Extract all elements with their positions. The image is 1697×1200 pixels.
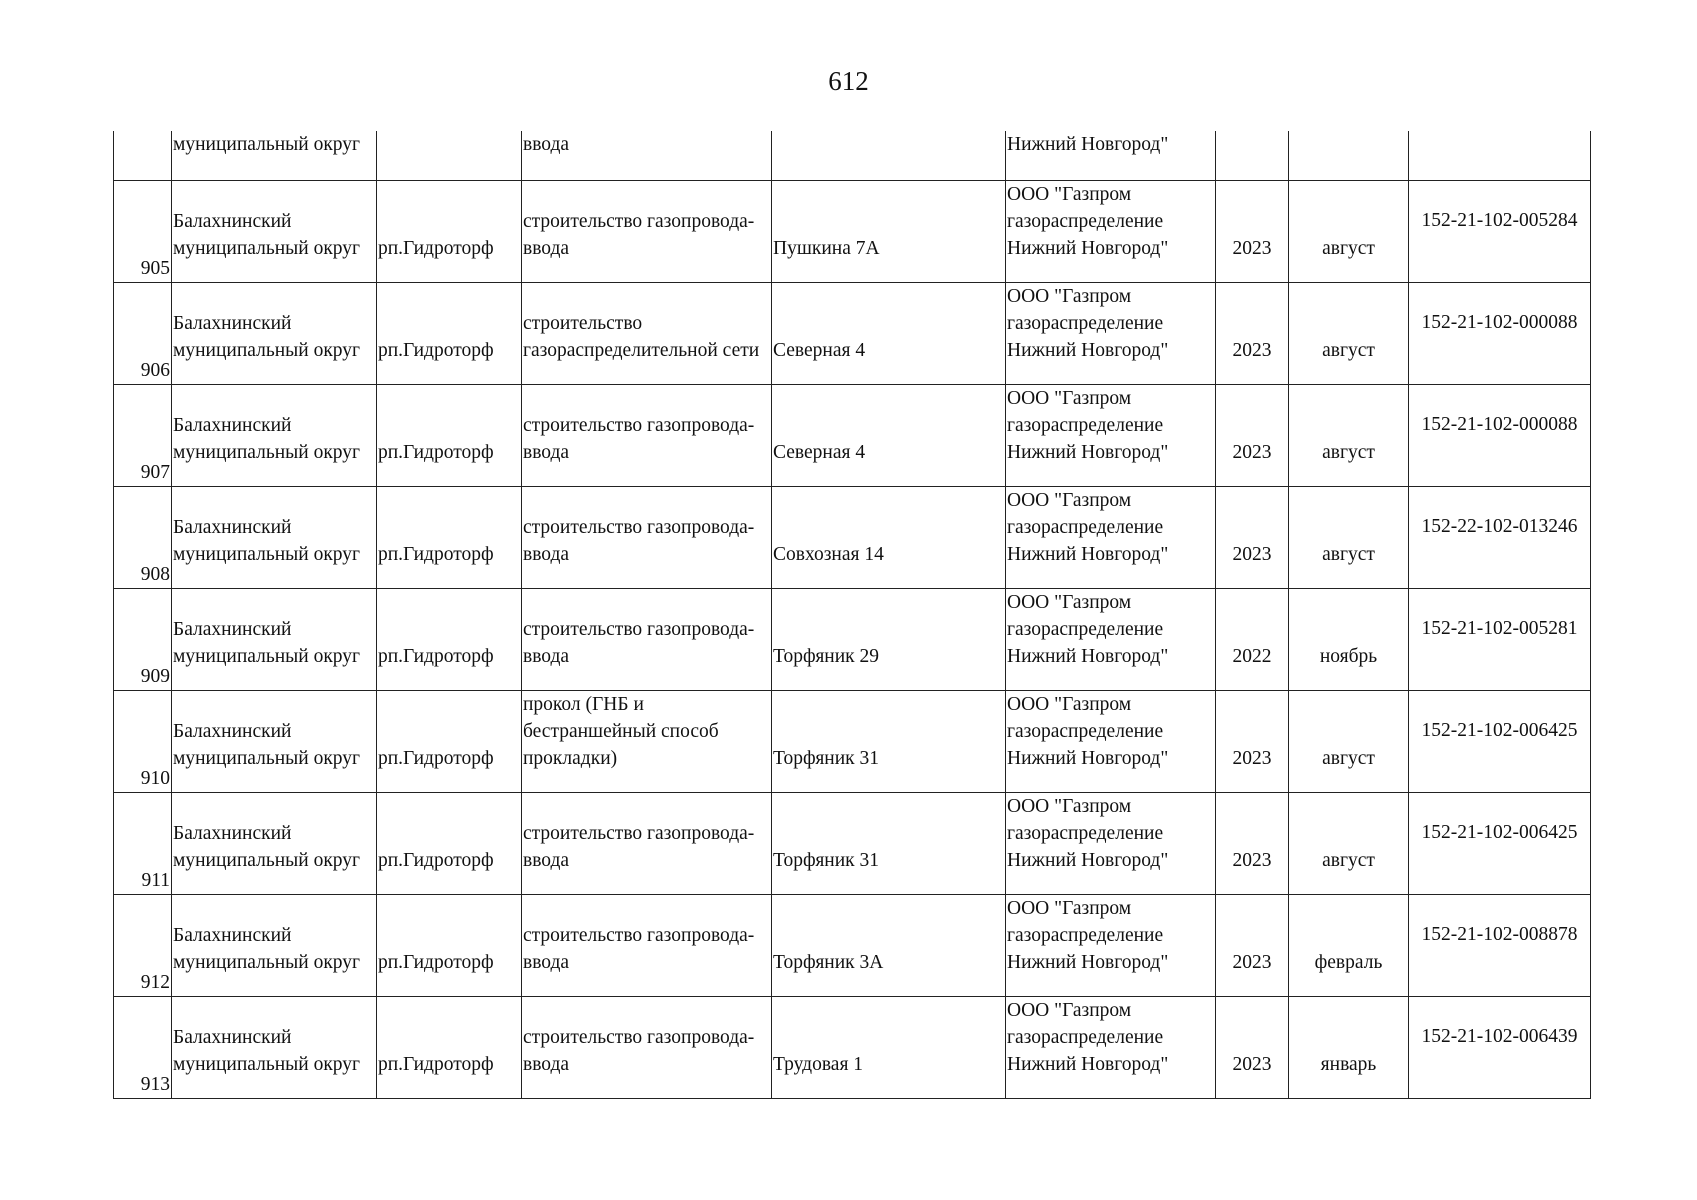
cell-number: [114, 691, 172, 793]
cell-address: [772, 181, 1006, 283]
cell-number: [114, 895, 172, 997]
code-text: 152-21-102-006439: [1421, 1026, 1578, 1047]
org-line-1: ООО "Газпром: [1007, 796, 1132, 817]
cell-work-type: [522, 385, 772, 487]
locality-text: рп.Гидроторф: [378, 646, 494, 667]
cell-work-type: [522, 181, 772, 283]
cell-address: [772, 997, 1006, 1099]
district-line-2: муниципальный округ: [173, 442, 361, 463]
work-line-1: строительство: [523, 313, 643, 334]
row-number: 905: [140, 258, 170, 279]
code-text: 152-21-102-000088: [1421, 414, 1578, 435]
cell-work-type: [522, 589, 772, 691]
cell-address: [772, 589, 1006, 691]
cell-month: [1289, 385, 1409, 487]
cell-month: [1289, 487, 1409, 589]
cell-code: [1409, 589, 1591, 691]
org-line-3: Нижний Новгород": [1007, 646, 1169, 667]
district-line: муниципальный округ: [173, 134, 361, 155]
org-line-2: газораспределение: [1007, 415, 1164, 436]
locality-text: рп.Гидроторф: [378, 340, 494, 361]
district-line-1: Балахнинский: [173, 823, 292, 844]
cell-locality: [377, 691, 522, 793]
work-line-2: ввода: [523, 238, 570, 259]
locality-text: рп.Гидроторф: [378, 850, 494, 871]
month-text: ноябрь: [1319, 646, 1378, 667]
cell-district: [172, 283, 377, 385]
work-line-1: строительство газопровода-: [523, 1027, 755, 1048]
district-line-2: муниципальный округ: [173, 850, 361, 871]
cell-address: [772, 487, 1006, 589]
row-number: 912: [140, 972, 170, 993]
org-line-1: ООО "Газпром: [1007, 1000, 1132, 1021]
address-text: Северная 4: [773, 442, 866, 463]
month-text: август: [1322, 340, 1375, 361]
table-row: [114, 997, 1591, 1099]
cell-organization: [1006, 997, 1216, 1099]
address-text: Северная 4: [773, 340, 866, 361]
cell-address: [772, 385, 1006, 487]
cell-year: [1216, 283, 1289, 385]
code-text: 152-21-102-006425: [1421, 822, 1578, 843]
org-line-1: ООО "Газпром: [1007, 898, 1132, 919]
cell-district: [172, 589, 377, 691]
org-line-2: газораспределение: [1007, 721, 1164, 742]
org-line-2: газораспределение: [1007, 517, 1164, 538]
cell-month: [1289, 131, 1409, 181]
org-line-3: Нижний Новгород": [1007, 544, 1169, 565]
row-number: 911: [141, 870, 170, 891]
work-line-2: газораспределительной сети: [523, 340, 760, 361]
cell-month: [1289, 589, 1409, 691]
work-line-2: ввода: [523, 646, 570, 667]
work-line-1: строительство газопровода-: [523, 823, 755, 844]
district-line-1: Балахнинский: [173, 517, 292, 538]
cell-address: [772, 895, 1006, 997]
cell-district: [172, 895, 377, 997]
table-row: [114, 793, 1591, 895]
gasification-table: [113, 131, 1591, 1099]
year-text: 2023: [1232, 748, 1272, 769]
work-line-2: ввода: [523, 850, 570, 871]
work-line-1: строительство газопровода-: [523, 211, 755, 232]
cell-address: [772, 283, 1006, 385]
cell-work-type: [522, 691, 772, 793]
org-line-1: ООО "Газпром: [1007, 184, 1132, 205]
cell-year: [1216, 691, 1289, 793]
cell-number: [114, 793, 172, 895]
locality-text: рп.Гидроторф: [378, 442, 494, 463]
code-text: 152-21-102-005281: [1421, 618, 1578, 639]
cell-year: [1216, 895, 1289, 997]
address-text: Совхозная 14: [773, 544, 884, 565]
work-line: ввода: [523, 134, 570, 155]
year-text: 2023: [1232, 1054, 1272, 1075]
district-line-2: муниципальный округ: [173, 646, 361, 667]
month-text: август: [1322, 748, 1375, 769]
locality-text: рп.Гидроторф: [378, 238, 494, 259]
page-number: 612: [828, 66, 869, 96]
cell-code: [1409, 283, 1591, 385]
district-line-2: муниципальный округ: [173, 748, 361, 769]
org-line-2: газораспределение: [1007, 823, 1164, 844]
cell-district: [172, 385, 377, 487]
cell-year: [1216, 793, 1289, 895]
work-line-1: строительство газопровода-: [523, 415, 755, 436]
code-text: 152-21-102-000088: [1421, 312, 1578, 333]
code-text: 152-22-102-013246: [1421, 516, 1578, 537]
cell-work-type: [522, 895, 772, 997]
cell-locality: [377, 589, 522, 691]
district-line-1: Балахнинский: [173, 925, 292, 946]
cell-district: [172, 691, 377, 793]
table-body: [114, 131, 1591, 1099]
cell-organization: [1006, 131, 1216, 181]
cell-year: [1216, 487, 1289, 589]
cell-number: [114, 487, 172, 589]
work-line-1: строительство газопровода-: [523, 619, 755, 640]
org-line-1: ООО "Газпром: [1007, 490, 1132, 511]
org-line-2: газораспределение: [1007, 1027, 1164, 1048]
district-line-2: муниципальный округ: [173, 340, 361, 361]
cell-district: [172, 131, 377, 181]
cell-year: [1216, 131, 1289, 181]
cell-district: [172, 487, 377, 589]
cell-number: [114, 181, 172, 283]
address-text: Торфяник 3А: [773, 952, 884, 973]
cell-year: [1216, 589, 1289, 691]
month-text: август: [1322, 850, 1375, 871]
cell-locality: [377, 895, 522, 997]
year-text: 2023: [1232, 952, 1272, 973]
table-row: [114, 181, 1591, 283]
work-line-2: бестраншейный способ: [523, 721, 719, 742]
locality-text: рп.Гидроторф: [378, 1054, 494, 1075]
month-text: август: [1322, 442, 1375, 463]
district-line-1: Балахнинский: [173, 415, 292, 436]
table-row: [114, 589, 1591, 691]
cell-locality: [377, 283, 522, 385]
cell-number: [114, 997, 172, 1099]
org-line-2: газораспределение: [1007, 619, 1164, 640]
year-text: 2023: [1232, 238, 1272, 259]
org-line-3: Нижний Новгород": [1007, 952, 1169, 973]
address-text: Трудовая 1: [773, 1054, 864, 1075]
org-line-1: ООО "Газпром: [1007, 592, 1132, 613]
cell-district: [172, 793, 377, 895]
year-text: 2023: [1232, 442, 1272, 463]
code-text: 152-21-102-006425: [1421, 720, 1578, 741]
table-row: [114, 283, 1591, 385]
cell-code: [1409, 385, 1591, 487]
org-line-3: Нижний Новгород": [1007, 340, 1169, 361]
cell-code: [1409, 793, 1591, 895]
table-row: [114, 487, 1591, 589]
locality-text: рп.Гидроторф: [378, 544, 494, 565]
cell-address: [772, 131, 1006, 181]
cell-month: [1289, 181, 1409, 283]
org-line-1: ООО "Газпром: [1007, 286, 1132, 307]
cell-year: [1216, 181, 1289, 283]
cell-district: [172, 181, 377, 283]
cell-address: [772, 793, 1006, 895]
cell-month: [1289, 283, 1409, 385]
cell-number: [114, 283, 172, 385]
org-line-3: Нижний Новгород": [1007, 442, 1169, 463]
row-number: 909: [140, 666, 170, 687]
work-line-2: ввода: [523, 952, 570, 973]
cell-locality: [377, 997, 522, 1099]
month-text: август: [1322, 238, 1375, 259]
row-number: 908: [140, 564, 170, 585]
cell-month: [1289, 997, 1409, 1099]
cell-organization: [1006, 385, 1216, 487]
row-number: 913: [140, 1074, 170, 1095]
cell-code: [1409, 487, 1591, 589]
address-text: Пушкина 7А: [773, 238, 880, 259]
cell-code: [1409, 895, 1591, 997]
cell-work-type: [522, 793, 772, 895]
month-text: февраль: [1314, 952, 1383, 973]
work-line-1: строительство газопровода-: [523, 925, 755, 946]
district-line-1: Балахнинский: [173, 313, 292, 334]
cell-month: [1289, 691, 1409, 793]
org-line-2: газораспределение: [1007, 313, 1164, 334]
code-text: 152-21-102-008878: [1421, 924, 1578, 945]
cell-number: [114, 131, 172, 181]
cell-work-type: [522, 487, 772, 589]
cell-district: [172, 997, 377, 1099]
address-text: Торфяник 29: [773, 646, 880, 667]
cell-year: [1216, 997, 1289, 1099]
work-line-1: прокол (ГНБ и: [523, 694, 644, 715]
cell-locality: [377, 131, 522, 181]
cell-work-type: [522, 131, 772, 181]
row-number: 906: [140, 360, 170, 381]
work-line-2: ввода: [523, 544, 570, 565]
row-number: 907: [140, 462, 170, 483]
district-line-2: муниципальный округ: [173, 238, 361, 259]
year-text: 2023: [1232, 850, 1272, 871]
work-line-3: прокладки): [523, 748, 618, 769]
org-line-1: ООО "Газпром: [1007, 388, 1132, 409]
district-line-2: муниципальный округ: [173, 952, 361, 973]
cell-year: [1216, 385, 1289, 487]
month-text: январь: [1320, 1054, 1377, 1075]
cell-organization: [1006, 487, 1216, 589]
cell-locality: [377, 181, 522, 283]
address-text: Торфяник 31: [773, 748, 880, 769]
org-line: Нижний Новгород": [1007, 134, 1169, 155]
cell-month: [1289, 895, 1409, 997]
cell-code: [1409, 131, 1591, 181]
work-line-2: ввода: [523, 442, 570, 463]
cell-organization: [1006, 589, 1216, 691]
org-line-3: Нижний Новгород": [1007, 238, 1169, 259]
org-line-2: газораспределение: [1007, 211, 1164, 232]
org-line-3: Нижний Новгород": [1007, 748, 1169, 769]
cell-month: [1289, 793, 1409, 895]
cell-work-type: [522, 283, 772, 385]
district-line-2: муниципальный округ: [173, 544, 361, 565]
code-text: 152-21-102-005284: [1421, 210, 1578, 231]
work-line-2: ввода: [523, 1054, 570, 1075]
locality-text: рп.Гидроторф: [378, 952, 494, 973]
org-line-3: Нижний Новгород": [1007, 850, 1169, 871]
district-line-1: Балахнинский: [173, 211, 292, 232]
table-row: [114, 691, 1591, 793]
cell-code: [1409, 997, 1591, 1099]
address-text: Торфяник 31: [773, 850, 880, 871]
cell-code: [1409, 181, 1591, 283]
work-line-1: строительство газопровода-: [523, 517, 755, 538]
month-text: август: [1322, 544, 1375, 565]
cell-address: [772, 691, 1006, 793]
year-text: 2022: [1232, 646, 1272, 667]
cell-locality: [377, 385, 522, 487]
year-text: 2023: [1232, 340, 1272, 361]
org-line-2: газораспределение: [1007, 925, 1164, 946]
cell-organization: [1006, 691, 1216, 793]
cell-organization: [1006, 793, 1216, 895]
district-line-1: Балахнинский: [173, 619, 292, 640]
org-line-1: ООО "Газпром: [1007, 694, 1132, 715]
row-number: 910: [140, 768, 170, 789]
cell-code: [1409, 691, 1591, 793]
table-row: [114, 385, 1591, 487]
continuation-row: [114, 131, 1591, 181]
locality-text: рп.Гидроторф: [378, 748, 494, 769]
cell-organization: [1006, 895, 1216, 997]
cell-locality: [377, 487, 522, 589]
cell-number: [114, 385, 172, 487]
cell-number: [114, 589, 172, 691]
table-row: [114, 895, 1591, 997]
cell-organization: [1006, 181, 1216, 283]
cell-organization: [1006, 283, 1216, 385]
org-line-3: Нижний Новгород": [1007, 1054, 1169, 1075]
district-line-1: Балахнинский: [173, 1027, 292, 1048]
year-text: 2023: [1232, 544, 1272, 565]
cell-locality: [377, 793, 522, 895]
cell-work-type: [522, 997, 772, 1099]
district-line-2: муниципальный округ: [173, 1054, 361, 1075]
district-line-1: Балахнинский: [173, 721, 292, 742]
